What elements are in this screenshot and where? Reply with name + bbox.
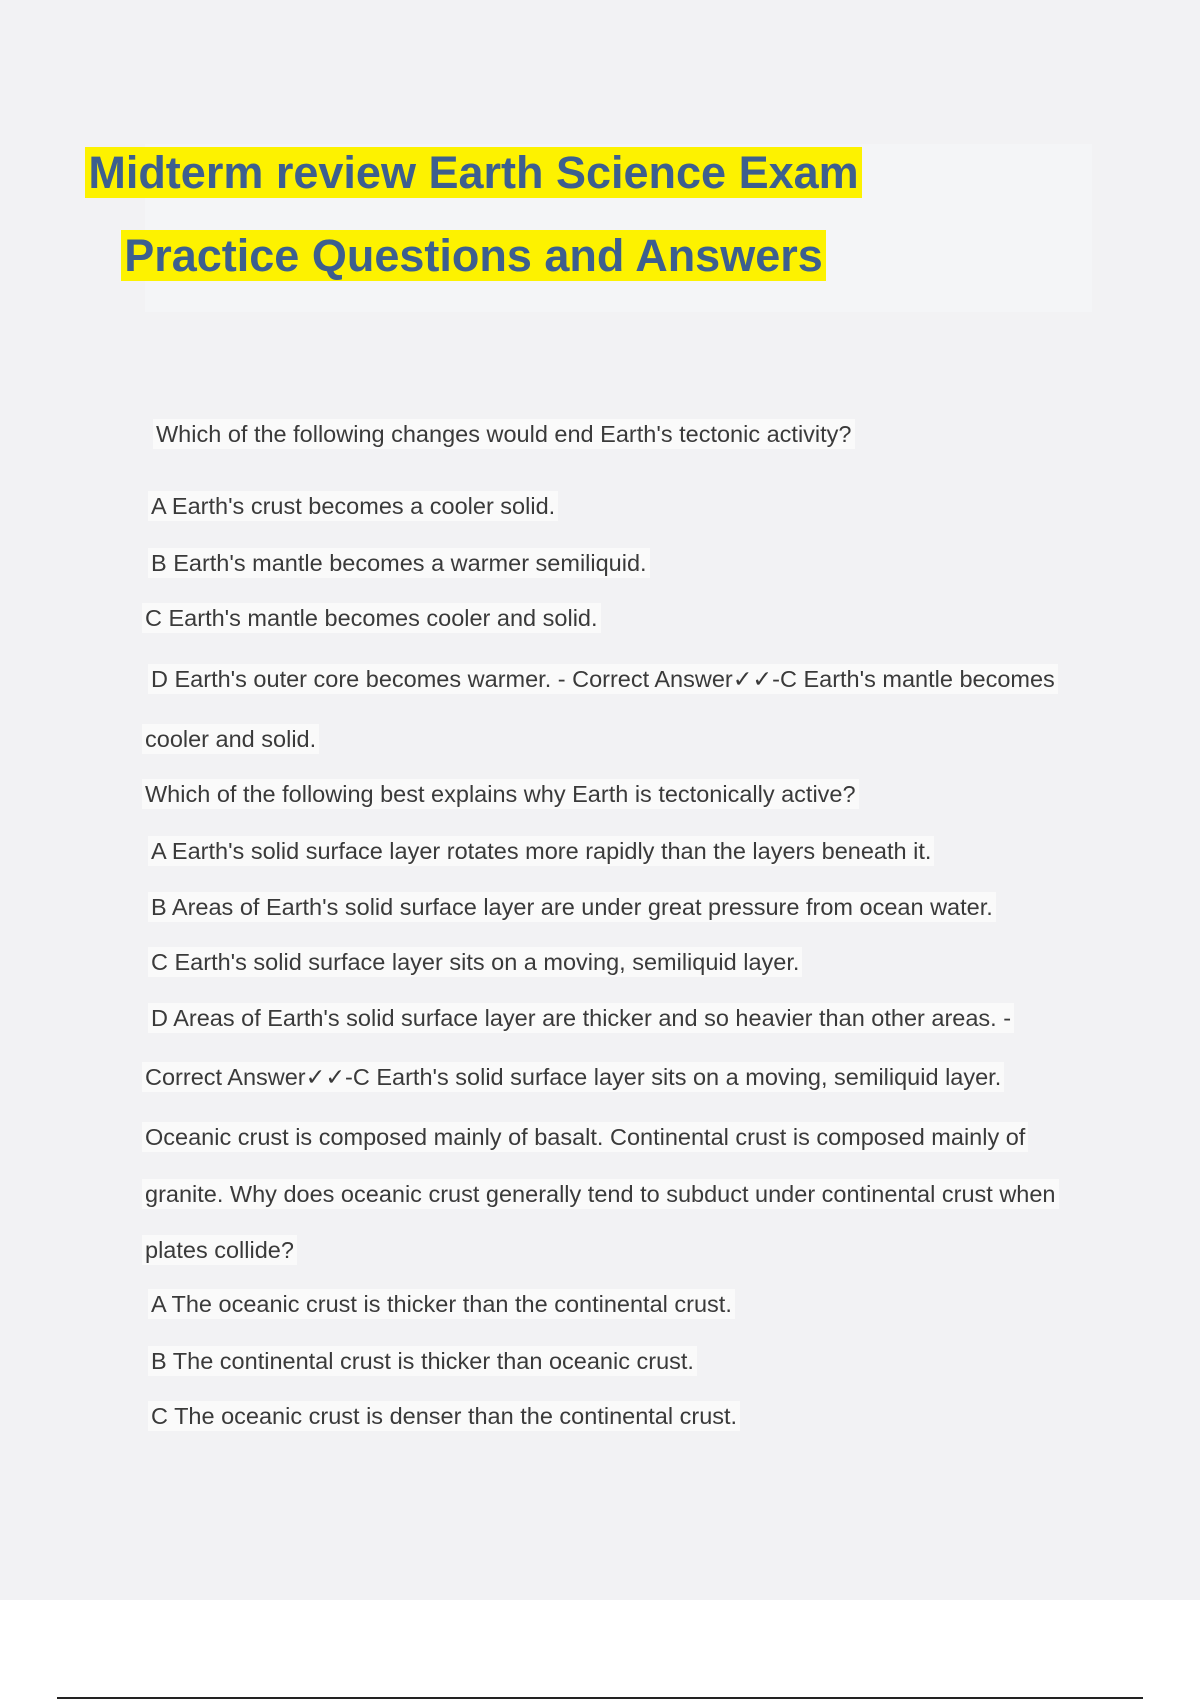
question-3-text-line-3: plates collide?	[142, 1233, 297, 1267]
question-2-answer: Correct Answer✓✓-C Earth's solid surface layer sits on a moving, semiliquid layer.	[142, 1060, 1004, 1094]
document-title-line-2	[0, 229, 947, 283]
question-1-option-d-answer: D Earth's outer core becomes warmer. - Correct Answer✓✓-C Earth's mantle becomes	[148, 662, 1058, 696]
question-2-text: Which of the following best explains why Earth is tectonically active?	[142, 777, 859, 811]
question-3-option-a: A The oceanic crust is thicker than the continental crust.	[148, 1287, 735, 1321]
question-1-option-b: B Earth's mantle becomes a warmer semiliquid.	[148, 546, 650, 580]
question-3-option-b: B The continental crust is thicker than oceanic crust.	[148, 1344, 697, 1378]
question-3-text-line-1: Oceanic crust is composed mainly of basalt. Continental crust is composed mainly of	[142, 1120, 1028, 1154]
footer-rule	[57, 1697, 1143, 1699]
question-3-text-line-2: granite. Why does oceanic crust generally tend to subduct under continental crust when	[142, 1177, 1059, 1211]
question-1-option-a: A Earth's crust becomes a cooler solid.	[148, 489, 558, 523]
title-highlight: Practice Questions and Answers	[121, 230, 826, 281]
question-2-option-b: B Areas of Earth's solid surface layer are under great pressure from ocean water.	[148, 890, 996, 924]
question-3-option-c: C The oceanic crust is denser than the continental crust.	[148, 1399, 740, 1433]
document-title-line-1	[0, 146, 947, 200]
title-highlight: Midterm review Earth Science Exam	[85, 147, 861, 198]
question-2-option-c: C Earth's solid surface layer sits on a moving, semiliquid layer.	[148, 945, 802, 979]
question-1-answer-continued: cooler and solid.	[142, 722, 319, 756]
question-1-text: Which of the following changes would end Earth's tectonic activity?	[153, 417, 855, 451]
question-2-option-d: D Areas of Earth's solid surface layer are thicker and so heavier than other areas. -	[148, 1001, 1014, 1035]
question-1-option-c: C Earth's mantle becomes cooler and solid.	[142, 601, 601, 635]
question-2-option-a: A Earth's solid surface layer rotates more rapidly than the layers beneath it.	[148, 834, 934, 868]
